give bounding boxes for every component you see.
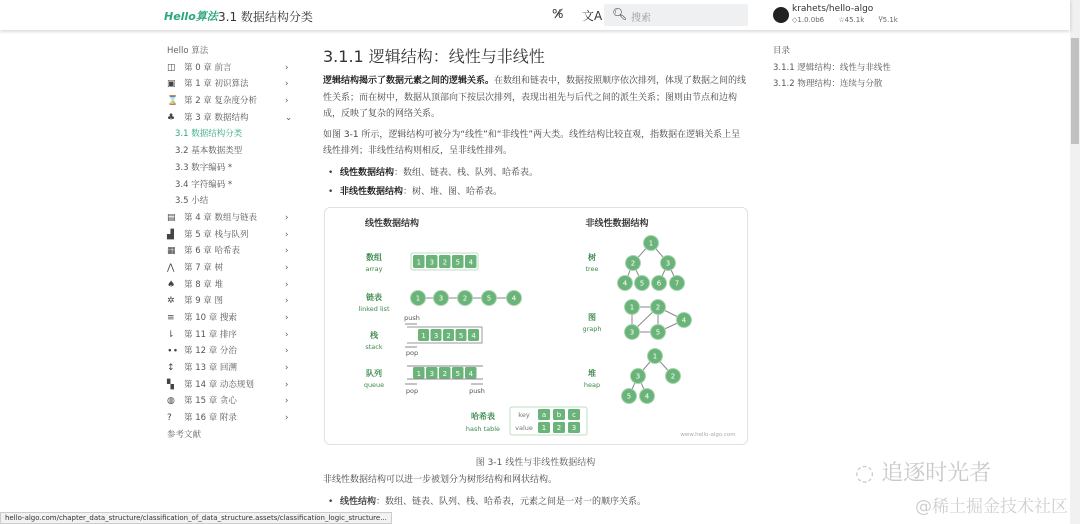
chevron-icon[interactable]: › bbox=[285, 62, 289, 73]
text: 在数组和链表中，数据按照顺序依次排列，体现了数据之间的线性关系；而在树中，数据从顶部向下按层次排列，表现出祖先与后代之间的派生关系；图则由节点和边构成，反映了复杂的网络关系。 bbox=[323, 76, 747, 119]
sidebar-subitem-label: 3.4 字符编码 * bbox=[175, 179, 233, 190]
table-search-icon: ▦ bbox=[167, 246, 176, 257]
hash-key: b bbox=[556, 411, 562, 419]
chevron-icon[interactable]: › bbox=[285, 363, 289, 374]
graph-icon: ✲ bbox=[167, 296, 175, 307]
chevron-icon[interactable]: › bbox=[285, 396, 289, 407]
pop-label: pop bbox=[405, 387, 419, 395]
grid-icon: ▚ bbox=[167, 379, 174, 390]
node-label: 2 bbox=[630, 259, 636, 268]
sidebar-item-label: 第 9 章 图 bbox=[184, 296, 224, 307]
table-of-contents bbox=[773, 44, 891, 94]
chevron-icon[interactable]: › bbox=[285, 79, 289, 90]
node-label: 5 bbox=[486, 294, 492, 303]
node-label: 2 bbox=[670, 372, 676, 381]
help-icon: ? bbox=[167, 413, 172, 424]
hash-key-label: key bbox=[518, 411, 530, 419]
structure-name: 图 bbox=[588, 313, 596, 322]
structure-name: 树 bbox=[588, 253, 596, 262]
calculator-icon: ▣ bbox=[167, 79, 176, 90]
bold-text: 线性数据结构 bbox=[340, 167, 395, 178]
structure-name-en: tree bbox=[585, 265, 599, 273]
sidebar-item-label: 第 2 章 复杂度分析 bbox=[184, 96, 258, 107]
hash-value-label: value bbox=[515, 424, 533, 432]
node-label: 3 bbox=[438, 294, 444, 303]
structure-name: 数组 bbox=[366, 253, 382, 262]
structure-name-en: graph bbox=[582, 325, 602, 333]
structure-name: 哈希表 bbox=[471, 412, 495, 421]
node-label: 1 bbox=[415, 294, 421, 303]
main-content-continued bbox=[323, 472, 748, 510]
structure-name: 链表 bbox=[366, 293, 382, 302]
hash-value: 2 bbox=[556, 424, 562, 432]
queue-cell-label: 1 bbox=[416, 369, 422, 378]
repo-stats bbox=[792, 16, 910, 24]
sidebar-item-label: 第 10 章 搜索 bbox=[184, 313, 237, 323]
hash-key: a bbox=[541, 411, 547, 419]
node-label: 5 bbox=[655, 328, 661, 337]
stack-cell-label: 3 bbox=[433, 332, 439, 340]
watermark-text: 追逐时光者 bbox=[881, 461, 992, 486]
text: ：数组、链表、栈、队列、哈希表。 bbox=[394, 167, 539, 178]
search-input[interactable] bbox=[604, 4, 748, 26]
palette-toggle-icon[interactable]: %̸ bbox=[552, 7, 564, 21]
list-item bbox=[323, 494, 748, 510]
github-icon[interactable] bbox=[773, 7, 789, 23]
sidebar-item-label: 第 13 章 回溯 bbox=[184, 363, 237, 374]
sidebar-subitem-label: 3.5 小结 bbox=[175, 196, 209, 207]
toc-title: 目录 bbox=[773, 46, 791, 56]
bold-text: 线性结构 bbox=[340, 497, 377, 507]
chevron-icon[interactable]: › bbox=[285, 379, 289, 390]
structure-name-en: queue bbox=[363, 381, 385, 389]
node-label: 4 bbox=[622, 279, 628, 288]
stack-icon: ▟ bbox=[167, 229, 174, 240]
nonlinear-title: 非线性数据结构 bbox=[585, 219, 649, 229]
site-logo[interactable]: Hello算法 bbox=[164, 10, 218, 23]
chevron-icon[interactable]: › bbox=[285, 413, 289, 424]
search-list-icon: ≡ bbox=[167, 313, 175, 323]
array-cell-label: 5 bbox=[455, 258, 461, 267]
hash-value: 3 bbox=[571, 424, 577, 432]
figure-watermark: www.hello-algo.com bbox=[680, 432, 736, 438]
node-label: 2 bbox=[462, 294, 468, 303]
heap-icon: ♠ bbox=[167, 279, 176, 290]
sidebar-item-label: 第 12 章 分治 bbox=[184, 346, 237, 357]
sidebar-item-label: 第 6 章 哈希表 bbox=[184, 246, 241, 257]
juejin-watermark: @稀土掘金技术社区 bbox=[915, 497, 1068, 517]
search-icon: 🔍︎ bbox=[612, 7, 628, 21]
chevron-icon[interactable]: › bbox=[285, 246, 289, 257]
chevron-icon[interactable]: ⌄ bbox=[285, 112, 293, 123]
tag-icon: ◇1.0.0b6 bbox=[792, 16, 825, 24]
structure-name-en: stack bbox=[365, 343, 383, 351]
sidebar-subitem-label: 3.3 数字编码 * bbox=[175, 162, 233, 173]
fork-icon: Ⴤ5.1k bbox=[878, 16, 898, 24]
sidebar-subitem-label: 3.1 数据结构分类 bbox=[175, 129, 243, 140]
stack-cell-label: 2 bbox=[446, 332, 451, 340]
star-icon: ☆45.1k bbox=[838, 16, 865, 24]
node-label: 1 bbox=[652, 352, 658, 361]
push-label: push bbox=[469, 387, 485, 395]
node-label: 1 bbox=[629, 303, 635, 312]
pop-label: pop bbox=[405, 349, 419, 357]
array-cell-label: 4 bbox=[468, 258, 474, 267]
chevron-icon[interactable]: › bbox=[285, 262, 289, 273]
text: ：数组、链表、队列、栈、哈希表，元素之间是一对一的顺序关系。 bbox=[376, 497, 647, 507]
sidebar-item-label: 第 5 章 栈与队列 bbox=[184, 229, 249, 240]
node-label: 4 bbox=[644, 392, 650, 401]
array-cell-label: 3 bbox=[429, 258, 435, 267]
queue-cell-label: 2 bbox=[442, 369, 448, 378]
structure-name: 堆 bbox=[588, 369, 596, 378]
shapes-icon: ♣ bbox=[167, 112, 176, 123]
structure-name-en: linked list bbox=[358, 305, 390, 313]
node-label: 5 bbox=[639, 279, 645, 288]
node-label: 1 bbox=[648, 239, 654, 248]
queue-cell-label: 4 bbox=[468, 369, 474, 378]
stack-cell-label: 4 bbox=[471, 332, 476, 340]
chevron-icon[interactable]: › bbox=[285, 212, 289, 223]
chevron-icon[interactable]: › bbox=[285, 229, 289, 240]
search-placeholder: 搜索 bbox=[631, 13, 651, 24]
paragraph: 如图 3-1 所示，逻辑结构可被分为“线性”和“非线性”两大类。线性结构比较直观，指数据在逻辑关系上呈线性排列；非线性结构则相反，呈非线性排列。 bbox=[323, 129, 741, 156]
array-cell-label: 1 bbox=[416, 258, 422, 267]
sidebar-item-label: 第 1 章 初识算法 bbox=[184, 79, 249, 90]
sidebar-item-label: 第 7 章 树 bbox=[184, 262, 224, 273]
chevron-icon[interactable]: › bbox=[285, 96, 289, 107]
page-header-title: 3.1 数据结构分类 bbox=[218, 10, 313, 24]
stack-cell-label: 5 bbox=[458, 332, 464, 340]
chevron-icon[interactable]: › bbox=[285, 313, 289, 323]
bold-text: 逻辑结构揭示了数据元素之间的逻辑关系。 bbox=[323, 76, 495, 86]
node-label: 3 bbox=[635, 372, 641, 381]
sidebar-item-label: 第 3 章 数据结构 bbox=[184, 112, 249, 123]
language-icon[interactable]: 文A bbox=[582, 9, 603, 23]
toc-item[interactable]: 3.1.2 物理结构：连续与分散 bbox=[773, 79, 883, 90]
node-label: 6 bbox=[656, 279, 662, 288]
chevron-icon[interactable]: › bbox=[285, 346, 289, 357]
wechat-watermark: ◌ 追逐时光者 bbox=[855, 461, 992, 486]
sidebar-subitem-label: 3.2 基本数据类型 bbox=[175, 146, 243, 157]
top-header bbox=[0, 0, 1070, 30]
tree-icon: ⋀ bbox=[167, 262, 175, 273]
node-label: 3 bbox=[629, 328, 635, 337]
structure-name-en: array bbox=[365, 265, 383, 273]
queue-cell-label: 3 bbox=[429, 369, 435, 378]
hourglass-icon: ⌛ bbox=[167, 96, 179, 107]
sidebar-item-label: 第 15 章 贪心 bbox=[184, 396, 237, 407]
table-icon: ▤ bbox=[167, 212, 176, 223]
hash-key: c bbox=[572, 411, 576, 419]
backtrack-icon: ↕ bbox=[167, 363, 175, 374]
divide-icon: ∙∙ bbox=[167, 346, 179, 357]
sort-icon: ⇂ bbox=[167, 329, 175, 340]
node-label: 7 bbox=[674, 279, 680, 288]
structure-name-en: heap bbox=[583, 381, 601, 389]
chevron-icon[interactable]: › bbox=[285, 329, 289, 340]
structure-name: 队列 bbox=[366, 369, 382, 378]
node-label: 4 bbox=[511, 294, 517, 303]
node-label: 3 bbox=[665, 259, 671, 268]
sidebar-item-label: 第 14 章 动态规划 bbox=[184, 379, 254, 390]
text: ：树、堆、图、哈希表。 bbox=[403, 186, 503, 197]
sidebar-item-label: 第 0 章 前言 bbox=[184, 62, 232, 73]
structure-name: 栈 bbox=[370, 331, 378, 340]
chevron-icon[interactable]: › bbox=[285, 279, 289, 290]
stars: 45.1k bbox=[844, 16, 865, 24]
node-label: 5 bbox=[626, 392, 632, 401]
structure-name-en: hash table bbox=[465, 425, 501, 433]
chevron-icon[interactable]: › bbox=[285, 296, 289, 307]
sidebar-title: Hello 算法 bbox=[167, 46, 209, 56]
book-icon: ◫ bbox=[167, 62, 176, 73]
paragraph: 非线性数据结构可以进一步被划分为树形结构和网状结构。 bbox=[323, 475, 558, 485]
sidebar-item-label: 第 8 章 堆 bbox=[184, 279, 224, 290]
toc-item[interactable]: 3.1.1 逻辑结构：线性与非线性 bbox=[773, 62, 891, 73]
hash-value: 1 bbox=[541, 424, 547, 432]
push-label: push bbox=[404, 314, 420, 322]
sidebar-item-label: 第 11 章 排序 bbox=[184, 329, 237, 340]
linear-title: 线性数据结构 bbox=[364, 219, 420, 229]
stack-cell-label: 1 bbox=[421, 332, 426, 340]
forks: 5.1k bbox=[882, 16, 898, 24]
figure-caption: 图 3-1 线性与非线性数据结构 bbox=[475, 458, 596, 468]
section-heading: 3.1.1 逻辑结构：线性与非线性 bbox=[323, 47, 545, 66]
node-label: 4 bbox=[681, 316, 687, 325]
bold-text: 非线性数据结构 bbox=[340, 186, 404, 197]
queue-cell-label: 5 bbox=[455, 369, 461, 378]
array-cell-label: 2 bbox=[442, 258, 448, 267]
sidebar-item-label: 第 16 章 附录 bbox=[184, 413, 237, 424]
repo-link[interactable]: krahets/hello-algo bbox=[792, 4, 874, 14]
bullet-list bbox=[323, 494, 748, 510]
version: 1.0.0b6 bbox=[797, 16, 825, 24]
node-label: 2 bbox=[655, 303, 661, 312]
lightbulb-icon: ◍ bbox=[167, 396, 175, 407]
status-bar-url: hello-algo.com/chapter_data_structure/classification_of_data_structure.assets/classification_logic_structure... bbox=[0, 512, 392, 524]
sidebar-item-references[interactable]: 参考文献 bbox=[167, 429, 202, 440]
sidebar-item-label: 第 4 章 数组与链表 bbox=[184, 212, 258, 223]
